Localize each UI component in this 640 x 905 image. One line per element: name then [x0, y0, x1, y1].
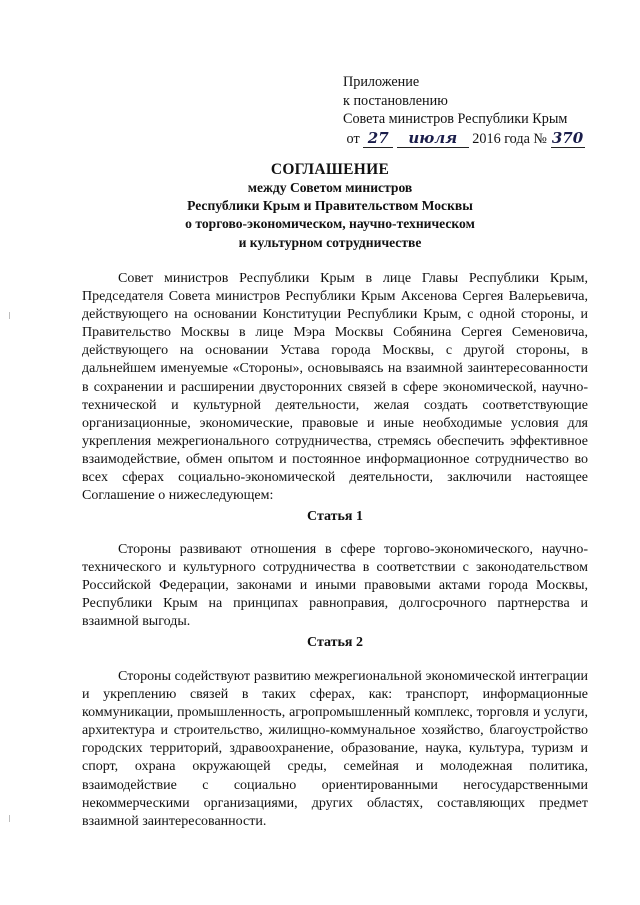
margin-mark — [9, 815, 10, 822]
article-1 — [82, 541, 588, 631]
article-2-text: Стороны содействуют развитию межрегиональной экономической интеграции и укреплению связей в таких сферах, как: транспорт, информационные коммуникации, промышленность, агропромышленный комплекс, торговля и услуги, архитектура и строительство, жилищно-коммунальное хозяйство, благоустройство городских территорий, здравоохранение, образование, наука, культура, туризм и спорт, охрана окружающей среды, семейная и молодежная политика, взаимодействие с социально ориентированными негосударственными некоммерческими организациями, других областях, составляющих предмет взаимной заинтересованности. — [82, 669, 588, 829]
preamble-text: Совет министров Республики Крым в лице Главы Республики Крым, Председателя Совета министров Республики Крым Аксенова Сергея Валерьевича, действующего на основании Конституции Республики Крым, с одной стороны, и Правительство Москвы в лице Мэра Москвы Собянина Сергея Семеновича, действующего на основании Устава города Москвы, с другой стороны, в дальнейшем именуемые «Стороны», основываясь на взаимной заинтересованности в сохранении и расширении двусторонних связей в сфере экономической, научно-технической и культурной деятельности, желая создать соответствующие организационные, экономические, правовые и иные необходимые условия для укрепления межрегионального сотрудничества, стремясь обеспечить эффективное взаимодействие, обмен опытом и постоянное информационное сотрудничество во всех сферах социально-экономической деятельности, заключили настоящее Соглашение о нижеследующем: — [82, 271, 588, 504]
article-2-heading: Статья 2 — [307, 635, 363, 650]
appendix-line: Приложение — [343, 74, 420, 90]
appendix-header — [343, 73, 603, 148]
handwritten-month: июля — [397, 129, 469, 149]
article-1-text: Стороны развивают отношения в сфере торгово-экономического, научно-технического и культурного сотрудничества в соответствии с законодательством Российской Федерации, законами и иными правовыми актами города Москвы, Республики Крым на принципах равноправия, долгосрочного партнерства и взаимной выгоды. — [82, 542, 588, 630]
title-main: СОГЛАШЕНИЕ — [270, 161, 390, 178]
date-prefix: от — [346, 130, 360, 147]
article-2 — [82, 668, 588, 831]
document-title — [60, 160, 600, 252]
handwritten-number: 370 — [551, 128, 584, 147]
title-line: между Советом министров — [247, 180, 413, 195]
appendix-line: Совета министров Республики Крым — [343, 111, 568, 127]
margin-mark — [9, 312, 10, 319]
article-1-heading: Статья 1 — [307, 509, 363, 524]
appendix-date-line — [343, 129, 603, 149]
title-line: о торгово-экономическом, научно-техническом — [185, 216, 475, 232]
title-line: Республики Крым и Правительством Москвы — [187, 198, 473, 214]
year-text: 2016 года № — [472, 130, 547, 147]
handwritten-day: 27 — [363, 129, 393, 149]
preamble — [82, 270, 588, 505]
appendix-line: к постановлению — [343, 92, 448, 109]
title-line: и культурном сотрудничестве — [238, 234, 422, 250]
